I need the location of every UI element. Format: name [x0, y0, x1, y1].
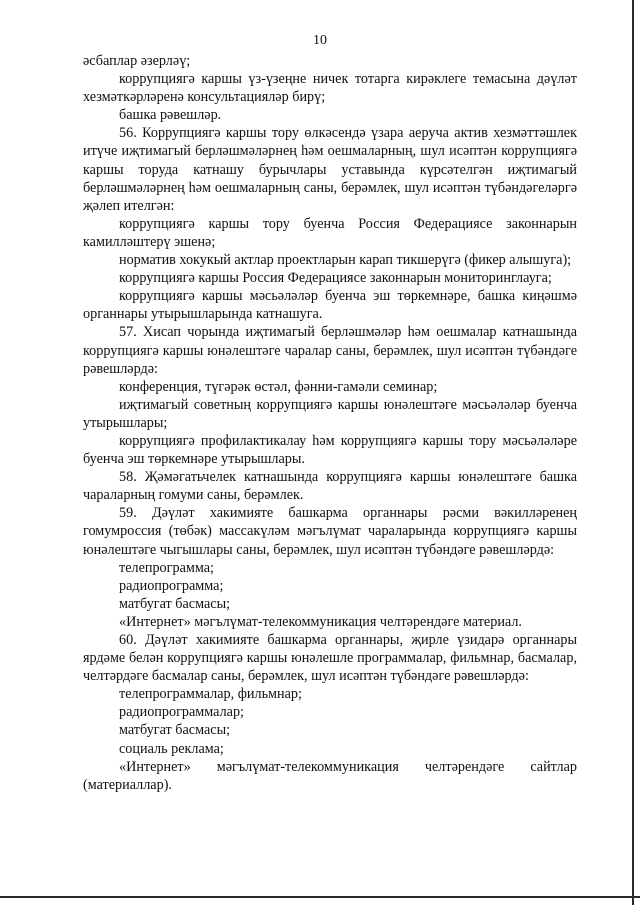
paragraph: «Интернет» мәгълүмат-телекоммуникация челтәрендәге сайтлар (материаллар). [83, 758, 577, 793]
paragraph: 58. Җәмәгатьчелек катнашында коррупциягә каршы юнәлештәге башка чараларның гомуми саны, берәмлек. [83, 469, 577, 504]
paragraph: «Интернет» мәгълүмат-телекоммуникация челтәрендәге материал. [119, 613, 522, 630]
paragraph: радиопрограмма; [119, 577, 224, 594]
paragraph: коррупциягә каршы тору буенча Россия Федерациясе законнарын камилләштерү эшенә; [83, 215, 577, 250]
paragraph: социаль реклама; [119, 740, 224, 757]
paragraph: радиопрограммалар; [119, 704, 244, 721]
page-number: 10 [313, 33, 327, 48]
paragraph: коррупциягә каршы Россия Федерациясе законнарын мониторинглауга; [119, 270, 552, 287]
paragraph: башка рәвешләр. [119, 107, 222, 124]
scan-edge-bottom [0, 896, 640, 898]
paragraph: матбугат басмасы; [119, 722, 231, 739]
document-body [83, 52, 577, 794]
paragraph: 56. Коррупциягә каршы тору өлкәсендә үзара аеруча актив хезмәттәшлек итүче иҗтимагый берләшмәләрнең һәм оешмаларның, шул исәптән коррупциягә каршы торуда катнашу бурычлары уставында күрсәтелгән иҗтимагый берләшмәләрнең һәм оешмаларның саны, берәмлек, шул исәптән түбәндәгеләргә җәлеп ителгән: [83, 125, 577, 214]
paragraph: конференция, түгәрәк өстәл, фәнни-гамәли семинар; [119, 378, 438, 395]
paragraph: коррупциягә каршы мәсьәләләр буенча эш төркемнәре, башка киңәшмә органнары утырышларында катнашуга. [83, 288, 577, 323]
paragraph: 60. Дәүләт хакимияте башкарма органнары, җирле үзидарә органнары ярдәме белән коррупциягә каршы юнәлешле программалар, фильмнар, басмалар, челтәрдәге басмалар саны, берәмлек, шул исәптән түбәндәге рәвешләрдә: [83, 632, 577, 685]
paragraph: матбугат басмасы; [119, 595, 231, 612]
paragraph: 57. Хисап чорында иҗтимагый берләшмәләр һәм оешмалар катнашында коррупциягә каршы юнәлештәге чаралар саны, берәмлек, шул исәптән түбәндәге рәвешләрдә: [83, 324, 577, 377]
scan-edge-right [632, 0, 634, 905]
paragraph: коррупциягә профилактикалау һәм коррупциягә каршы тору мәсьәләләре буенча эш төркемнәре утырышлары. [83, 432, 577, 468]
paragraph: норматив хокукый актлар проектларын карап тикшерүгә (фикер алышуга); [119, 252, 572, 269]
paragraph: коррупциягә каршы үз-үзеңне ничек тотарга кирәклеге темасына дәүләт хезмәткәрләренә консультацияләр бирү; [83, 71, 577, 106]
paragraph: әсбаплар әзерләү; [83, 53, 191, 69]
paragraph: телепрограмма; [119, 559, 214, 576]
paragraph: 59. Дәүләт хакимияте башкарма органнары рәсми вәкилләренең гомумроссия (төбәк) массакүләм мәгълүмат чараларында коррупциягә каршы юнәлештәге чыгышлары саны, берәмлек, шул исәптән түбәндәге рәвешләрдә: [83, 505, 577, 558]
paragraph: иҗтимагый советның коррупциягә каршы юнәлештәге мәсьәләләр буенча утырышлары; [83, 396, 577, 431]
paragraph: телепрограммалар, фильмнар; [119, 686, 302, 703]
